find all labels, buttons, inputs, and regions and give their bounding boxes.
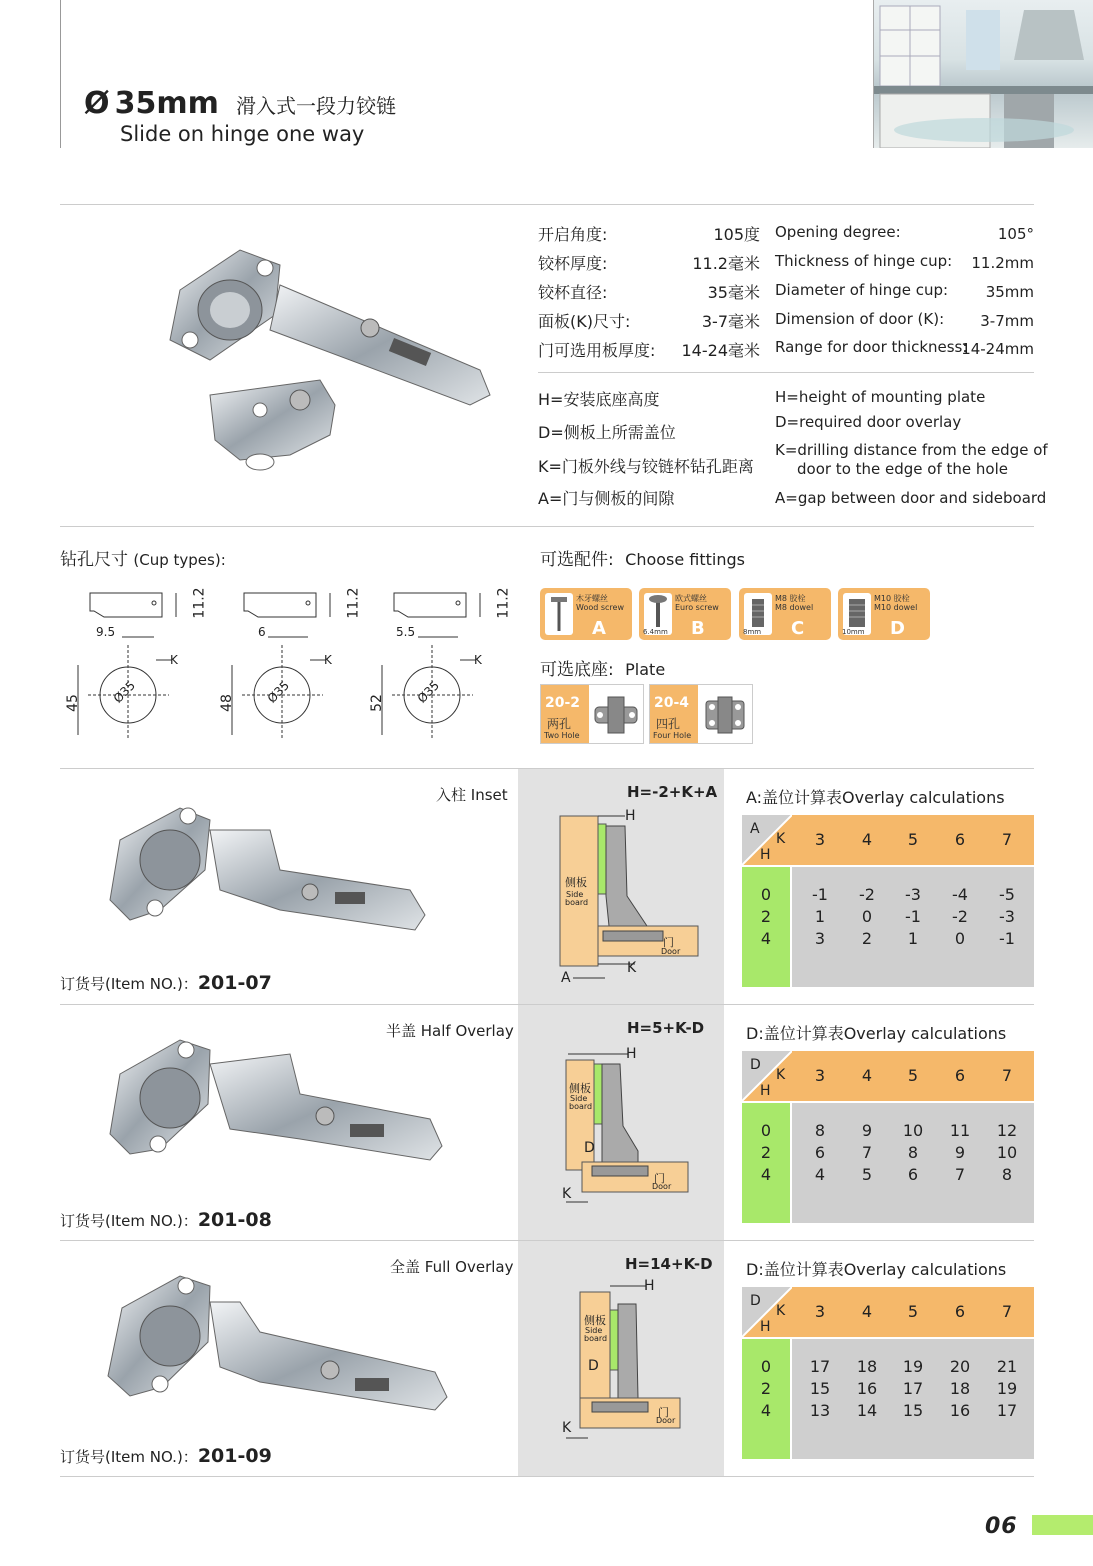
diameter-symbol: Ø <box>84 86 110 121</box>
title-en: Slide on hinge one way <box>120 122 365 146</box>
legend-en: A=gap between door and sideboard <box>775 489 1047 507</box>
table-cell: 18 <box>856 1357 878 1376</box>
hinge-half-overlay-photo <box>100 1034 450 1188</box>
table-cell: 15 <box>902 1401 924 1420</box>
table-cell: -2 <box>952 907 968 926</box>
cup-height: 52 <box>368 694 385 712</box>
section-type-label: 全盖 Full Overlay <box>390 1258 514 1276</box>
plate-cn: 可选底座: <box>540 660 614 680</box>
k-header: 3 <box>814 1066 826 1085</box>
table-cell: 19 <box>996 1379 1018 1398</box>
table-cell: -5 <box>999 885 1015 904</box>
diagram-door-en: Door <box>656 1416 676 1425</box>
table-cell: -1 <box>999 929 1015 948</box>
h-value: 2 <box>760 1143 772 1162</box>
plate-en: Plate <box>625 660 666 679</box>
k-header: 3 <box>814 1302 826 1321</box>
corner-top: D <box>750 1057 761 1073</box>
overlay-table-full <box>742 1287 1034 1459</box>
table-title: A:盖位计算表Overlay calculations <box>746 788 1005 807</box>
fitting-wood-screw <box>540 588 632 640</box>
plate-en-name: Four Hole <box>653 731 692 740</box>
diagram-side-en: board <box>584 1334 608 1343</box>
corner-k: K <box>776 1303 786 1319</box>
fitting-size: 6.4mm <box>643 628 668 636</box>
cup-types-cn: 钻孔尺寸 <box>60 550 128 570</box>
table-title: D:盖位计算表Overlay calculations <box>746 1260 1007 1279</box>
spec-en-value: 35mm <box>985 283 1034 301</box>
h-value: 2 <box>760 1379 772 1398</box>
diagram-k: K <box>627 960 637 976</box>
table-cell: 13 <box>809 1401 831 1420</box>
plate-tag <box>650 685 698 743</box>
table-cell: 3 <box>814 929 826 948</box>
spec-en-value: 105° <box>997 225 1034 243</box>
formula: H=5+K-D <box>627 1019 705 1037</box>
section-type-label: 半盖 Half Overlay <box>386 1022 514 1040</box>
legend-cn: D=侧板上所需盖位 <box>538 423 676 442</box>
item-number <box>60 972 272 994</box>
mounting-plate-icon <box>591 693 641 737</box>
diagram-h: H <box>644 1278 655 1294</box>
table-cell: -1 <box>812 885 828 904</box>
corner-bottom: H <box>760 1083 771 1099</box>
table-title: D:盖位计算表Overlay calculations <box>746 1024 1007 1043</box>
cup-types-label <box>60 545 226 570</box>
k-header: 6 <box>954 1066 966 1085</box>
cup-offset: 6 <box>258 625 266 639</box>
divider <box>60 1476 1034 1477</box>
kitchen-photo <box>873 0 1093 148</box>
header-rule <box>60 0 61 148</box>
spec-cn-value: 105度 <box>713 225 760 244</box>
item-number-value: 201-09 <box>197 1445 272 1467</box>
cup-thickness: 11.2 <box>495 587 512 619</box>
diagram-side-en: Side <box>570 1094 588 1103</box>
h-value: 0 <box>760 1121 772 1140</box>
hinge-illustration <box>100 1034 450 1184</box>
table-cell: -1 <box>905 907 921 926</box>
screw-icon <box>545 593 573 635</box>
legend-en: D=required door overlay <box>775 413 962 431</box>
plate-label <box>540 655 665 680</box>
hinge-product-photo <box>150 230 510 494</box>
cup-height: 45 <box>64 694 81 712</box>
page-accent-bar <box>1032 1515 1093 1535</box>
k-header: 4 <box>861 1302 873 1321</box>
spec-en-label: Opening degree: <box>775 223 901 241</box>
plate-code: 20-2 <box>545 695 581 711</box>
table-cell: 1 <box>814 907 826 926</box>
diagram-k: K <box>562 1186 572 1202</box>
corner-bottom: H <box>760 847 771 863</box>
corner-k: K <box>776 831 786 847</box>
corner-top: D <box>750 1293 761 1309</box>
item-number-value: 201-07 <box>197 972 272 994</box>
plate-tag <box>541 685 589 743</box>
plate-cn-name: 四孔 <box>656 717 681 731</box>
spec-divider <box>538 372 1034 373</box>
cup-offset: 9.5 <box>96 625 116 639</box>
cup-drawing <box>218 585 358 745</box>
overlay-table-half <box>742 1051 1034 1223</box>
page-number: 06 <box>985 1514 1018 1539</box>
k-header: 3 <box>814 830 826 849</box>
diagram-d: D <box>588 1358 599 1374</box>
spec-cn-value: 35毫米 <box>707 283 760 302</box>
table-cell: 0 <box>861 907 873 926</box>
fitting-cn: M10 胶栓 <box>874 594 910 603</box>
cup-height: 48 <box>218 694 235 712</box>
diagram-d: D <box>584 1140 595 1156</box>
table-cell: 20 <box>949 1357 971 1376</box>
table-cell: 9 <box>861 1121 873 1140</box>
spec-cn-label: 面板(K)尺寸: <box>538 312 631 331</box>
corner-top: A <box>750 821 760 837</box>
divider <box>60 526 1034 527</box>
spec-en-label: Thickness of hinge cup: <box>775 252 953 270</box>
cup-diameter: Ø35 <box>110 678 139 706</box>
legend-en: K=drilling distance from the edge of <box>775 441 1048 459</box>
page-title <box>84 86 396 121</box>
diagram-k: K <box>562 1420 572 1436</box>
spec-cn-value: 3-7毫米 <box>701 312 760 331</box>
table-cell: -3 <box>999 907 1015 926</box>
item-number-label: 订货号(Item NO.)： <box>60 1448 198 1466</box>
fitting-en: Euro screw <box>675 603 719 612</box>
cup-diameter: Ø35 <box>264 678 293 706</box>
fitting-cn: 欧式螺丝 <box>675 594 707 603</box>
inset-diagram <box>555 806 715 995</box>
k-header: 4 <box>861 1066 873 1085</box>
plate-cn-name: 两孔 <box>547 717 572 731</box>
cup-type-3 <box>368 585 512 749</box>
spec-en-label: Range for door thickness: <box>775 338 968 356</box>
mounting-plate-icon <box>702 693 748 737</box>
diagram-h: H <box>625 808 636 824</box>
fittings-label <box>540 545 745 570</box>
table-cell: 2 <box>861 929 873 948</box>
kitchen-illustration <box>874 0 1093 148</box>
h-value: 4 <box>760 1401 772 1420</box>
fitting-cn: 木牙螺丝 <box>576 594 608 603</box>
table-cell: -4 <box>952 885 968 904</box>
hinge-illustration <box>150 230 510 490</box>
cup-thickness: 11.2 <box>345 587 362 619</box>
spec-cn-label: 门可选用板厚度: <box>538 341 656 360</box>
table-cell: 15 <box>809 1379 831 1398</box>
diagram-door-en: Door <box>661 947 681 956</box>
legend-en: H=height of mounting plate <box>775 388 986 406</box>
plate-code: 20-4 <box>654 695 690 711</box>
title-cn: 滑入式一段力铰链 <box>235 94 396 118</box>
plate-four-hole <box>649 684 753 744</box>
corner-bottom: H <box>760 1319 771 1335</box>
table-cell: 18 <box>949 1379 971 1398</box>
table-cell: 8 <box>1001 1165 1013 1184</box>
diagram-door-cn: 门 <box>654 1172 665 1185</box>
fitting-en: M10 dowel <box>874 603 918 612</box>
overlay-table-inset <box>742 815 1034 987</box>
diagram-door-cn: 门 <box>658 1406 669 1419</box>
spec-cn-label: 铰杯直径: <box>538 283 608 302</box>
diagram-side-en: board <box>565 898 589 907</box>
formula: H=14+K-D <box>625 1255 713 1273</box>
table-cell: 0 <box>954 929 966 948</box>
hinge-illustration <box>100 1272 460 1422</box>
table-corner <box>742 815 792 865</box>
fitting-letter: B <box>691 618 705 639</box>
diagram-side-en: Side <box>566 890 584 899</box>
cup-drawing <box>64 585 204 745</box>
table-cell: 9 <box>954 1143 966 1162</box>
h-value: 4 <box>760 929 772 948</box>
fitting-size: 10mm <box>842 628 865 636</box>
fitting-m10-dowel <box>838 588 930 640</box>
cup-types-en: (Cup types): <box>133 551 226 569</box>
diagram-door-cn: 门 <box>663 936 674 949</box>
table-cell: 10 <box>902 1121 924 1140</box>
item-number <box>60 1445 272 1467</box>
fittings-cn: 可选配件: <box>540 550 614 570</box>
formula: H=-2+K+A <box>627 783 718 801</box>
fitting-letter: A <box>592 618 606 639</box>
table-cell: 16 <box>949 1401 971 1420</box>
spec-cn-label: 开启角度: <box>538 225 608 244</box>
spec-cn-label: 铰杯厚度: <box>538 254 608 273</box>
diagram-side-cn: 侧板 <box>569 1082 591 1095</box>
half-overlay-install-diagram <box>558 1046 708 1211</box>
cup-drawing <box>368 585 508 745</box>
k-header: 6 <box>954 830 966 849</box>
diagram-a: A <box>561 970 571 986</box>
table-cell: 21 <box>996 1357 1018 1376</box>
table-cell: 17 <box>996 1401 1018 1420</box>
hinge-illustration <box>100 800 430 950</box>
diagram-door-en: Door <box>652 1182 672 1191</box>
table-cell: 6 <box>814 1143 826 1162</box>
fittings-en: Choose fittings <box>625 550 745 569</box>
table-cell: 4 <box>814 1165 826 1184</box>
plate-en-name: Two Hole <box>544 731 580 740</box>
cup-offset: 5.5 <box>396 625 416 639</box>
legend-cn: A=门与侧板的间隙 <box>538 489 675 508</box>
table-cell: 7 <box>861 1143 873 1162</box>
table-corner <box>742 1051 792 1101</box>
table-cell: 19 <box>902 1357 924 1376</box>
table-cell: 17 <box>809 1357 831 1376</box>
table-cell: 5 <box>861 1165 873 1184</box>
divider <box>60 204 1034 205</box>
diagram-side-en: Side <box>585 1326 603 1335</box>
title-size: 35mm <box>114 86 219 121</box>
hinge-full-overlay-photo <box>100 1272 460 1426</box>
diagram-side-cn: 侧板 <box>565 876 587 889</box>
full-overlay-install-diagram <box>558 1278 708 1448</box>
spec-en-value: 14-24mm <box>961 340 1034 358</box>
half-overlay-diagram <box>558 1046 708 1215</box>
h-value: 0 <box>760 1357 772 1376</box>
k-header: 5 <box>907 1302 919 1321</box>
hinge-inset-photo <box>100 800 430 954</box>
full-overlay-diagram <box>558 1278 708 1452</box>
fitting-cn: M8 胶栓 <box>775 594 806 603</box>
diagram-h: H <box>626 1046 637 1062</box>
item-number <box>60 1209 272 1231</box>
fitting-en: Wood screw <box>576 603 624 612</box>
spec-en-label: Diameter of hinge cup: <box>775 281 949 299</box>
table-cell: 10 <box>996 1143 1018 1162</box>
k-header: 7 <box>1001 830 1013 849</box>
table-corner <box>742 1287 792 1337</box>
h-value: 4 <box>760 1165 772 1184</box>
spec-en-label: Dimension of door (K): <box>775 310 945 328</box>
item-number-label: 订货号(Item NO.)： <box>60 975 198 993</box>
table-cell: 7 <box>954 1165 966 1184</box>
diagram-side-en: board <box>569 1102 593 1111</box>
table-cell: 16 <box>856 1379 878 1398</box>
cup-type-2 <box>218 585 362 749</box>
table-cell: 8 <box>907 1143 919 1162</box>
cup-k: K <box>474 653 482 667</box>
h-value: 2 <box>760 907 772 926</box>
h-value: 0 <box>760 885 772 904</box>
item-number-value: 201-08 <box>197 1209 272 1231</box>
cup-diameter: Ø35 <box>414 678 443 706</box>
spec-cn-value: 11.2毫米 <box>692 254 760 273</box>
fitting-en: M8 dowel <box>775 603 814 612</box>
cup-k: K <box>170 653 178 667</box>
spec-en-value: 11.2mm <box>971 254 1034 272</box>
legend-cn: K=门板外线与铰链杯钻孔距离 <box>538 457 754 476</box>
table-cell: 1 <box>907 929 919 948</box>
fitting-m8-dowel <box>739 588 831 640</box>
table-cell: 8 <box>814 1121 826 1140</box>
table-cell: -3 <box>905 885 921 904</box>
legend-cn: H=安装底座高度 <box>538 390 660 409</box>
fitting-euro-screw <box>639 588 731 640</box>
table-cell: 17 <box>902 1379 924 1398</box>
fitting-letter: D <box>890 618 905 639</box>
spec-cn-value: 14-24毫米 <box>681 341 760 360</box>
legend-en-cont: door to the edge of the hole <box>797 460 1008 478</box>
k-header: 6 <box>954 1302 966 1321</box>
k-header: 5 <box>907 1066 919 1085</box>
spec-en-value: 3-7mm <box>980 312 1034 330</box>
k-header: 7 <box>1001 1302 1013 1321</box>
corner-k: K <box>776 1067 786 1083</box>
k-header: 5 <box>907 830 919 849</box>
table-cell: 6 <box>907 1165 919 1184</box>
plate-two-hole <box>540 684 644 744</box>
table-cell: 12 <box>996 1121 1018 1140</box>
cup-k: K <box>324 653 332 667</box>
table-cell: 11 <box>949 1121 971 1140</box>
item-number-label: 订货号(Item NO.)： <box>60 1212 198 1230</box>
diagram-side-cn: 侧板 <box>584 1314 606 1327</box>
k-header: 4 <box>861 830 873 849</box>
cup-type-1 <box>64 585 208 749</box>
table-cell: -2 <box>859 885 875 904</box>
table-cell: 14 <box>856 1401 878 1420</box>
k-header: 7 <box>1001 1066 1013 1085</box>
fitting-letter: C <box>791 618 805 639</box>
cup-thickness: 11.2 <box>191 587 208 619</box>
fitting-size: 8mm <box>743 628 762 636</box>
section-type-label: 入柱 Inset <box>436 786 508 804</box>
